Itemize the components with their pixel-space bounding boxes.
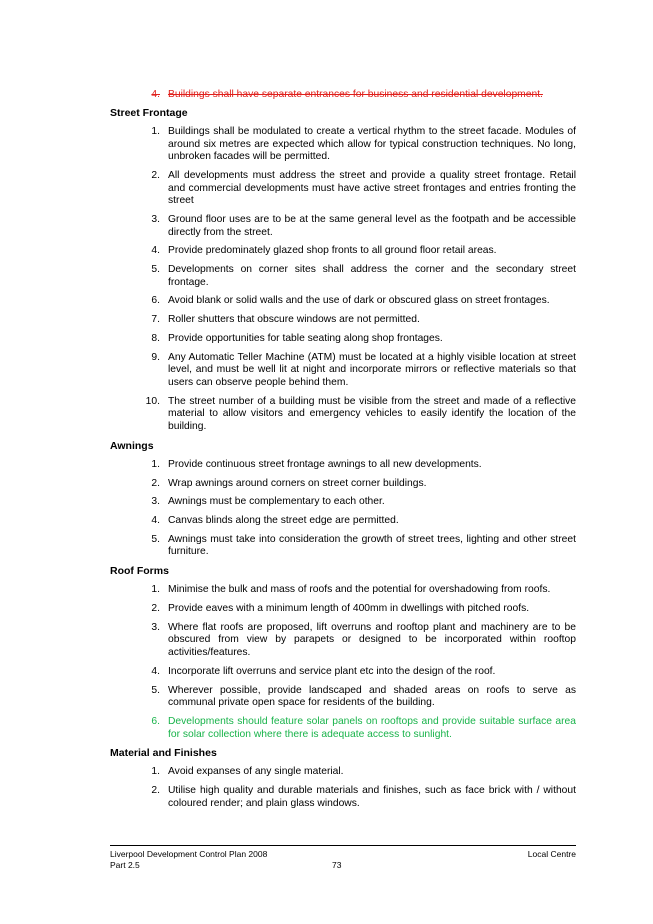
list-item xyxy=(110,245,576,258)
list-item xyxy=(110,314,576,327)
item-text: Wrap awnings around corners on street corner buildings. xyxy=(168,477,427,489)
sections-container xyxy=(110,107,576,810)
footer-section-name: Local Centre xyxy=(527,849,576,859)
item-number: 4. xyxy=(151,245,160,257)
numbered-list xyxy=(110,459,576,559)
page-footer xyxy=(110,845,576,871)
list-item xyxy=(110,396,576,434)
item-text: Canvas blinds along the street edge are permitted. xyxy=(168,515,399,527)
numbered-list xyxy=(110,126,576,434)
item-number: 2. xyxy=(151,169,160,181)
item-text: Provide eaves with a minimum length of 400mm in dwellings with pitched roofs. xyxy=(168,603,530,615)
item-number: 4. xyxy=(151,515,160,527)
list-item xyxy=(110,716,576,741)
list-item xyxy=(110,170,576,208)
item-text: All developments must address the street and provide a quality street frontage. Retail and commercial developments must have active street frontages and entries fronting the street xyxy=(168,169,576,207)
document-body xyxy=(110,88,576,816)
numbered-list xyxy=(110,584,576,741)
list-item xyxy=(110,534,576,559)
section-heading: Roof Forms xyxy=(110,565,169,578)
list-item xyxy=(110,126,576,164)
footer-part: Part 2.5 xyxy=(110,860,140,870)
item-text: Provide opportunities for table seating along shop frontages. xyxy=(168,333,443,345)
list-item xyxy=(110,584,576,597)
item-text: Developments on corner sites shall address the corner and the secondary street frontage. xyxy=(168,264,576,288)
list-item xyxy=(110,295,576,308)
list-item xyxy=(110,459,576,472)
list-item xyxy=(110,666,576,679)
item-number: 1. xyxy=(151,126,160,137)
item-number: 6. xyxy=(151,295,160,307)
item-number: 8. xyxy=(151,333,160,345)
list-item xyxy=(110,622,576,660)
item-text: Roller shutters that obscure windows are not permitted. xyxy=(168,314,420,326)
item-number: 4. xyxy=(151,665,160,677)
item-number: 1. xyxy=(151,458,160,470)
item-number: 1. xyxy=(151,584,160,596)
item-number: 2. xyxy=(151,603,160,615)
item-number: 5. xyxy=(151,684,160,696)
item-text: Provide continuous street frontage awnings to all new developments. xyxy=(168,458,482,470)
item-text: The street number of a building must be visible from the street and made of a reflective material to allow visitors and emergency vehicles to easily identify the location of the building. xyxy=(168,395,576,432)
item-number: 4. xyxy=(151,89,160,100)
section-heading: Street Frontage xyxy=(110,107,188,119)
item-number: 5. xyxy=(151,533,160,545)
item-text: Minimise the bulk and mass of roofs and the potential for overshadowing from roofs. xyxy=(168,584,551,596)
numbered-list xyxy=(110,766,576,810)
item-text: Buildings shall be modulated to create a vertical rhythm to the street facade. Modules of around six metres are expected which allow for typical construction techniques. No long, unbroken facades will be permitted. xyxy=(168,126,576,163)
item-number: 6. xyxy=(151,715,160,727)
item-number: 10. xyxy=(145,395,160,407)
item-text: Buildings shall have separate entrances for business and residential development. xyxy=(168,89,543,100)
list-item xyxy=(110,685,576,710)
item-text: Awnings must take into consideration the growth of street trees, lighting and other street furniture. xyxy=(168,533,576,558)
item-text: Provide predominately glazed shop fronts to all ground floor retail areas. xyxy=(168,245,497,257)
item-text: Where flat roofs are proposed, lift overruns and rooftop plant and machinery are to be obscured from view by parapets or designed to be incorporated within rooftop activities/features. xyxy=(168,621,576,658)
item-text: Any Automatic Teller Machine (ATM) must be located at a highly visible location at street level, and must be well lit at night and incorporate mirrors or reflective materials so that users can observe people behind them. xyxy=(168,351,576,388)
list-item xyxy=(110,496,576,509)
item-text: Incorporate lift overruns and service plant etc into the design of the roof. xyxy=(168,665,496,677)
list-item xyxy=(110,785,576,810)
item-number: 5. xyxy=(151,264,160,276)
item-number: 2. xyxy=(151,477,160,489)
section-heading: Awnings xyxy=(110,439,154,452)
list-item xyxy=(110,603,576,616)
item-number: 3. xyxy=(151,496,160,508)
item-text: Avoid expanses of any single material. xyxy=(168,766,344,778)
list-item xyxy=(110,214,576,239)
item-text: Wherever possible, provide landscaped and shaded areas on roofs to serve as communal private open space for residents of the building. xyxy=(168,684,576,709)
page-number: 73 xyxy=(332,860,342,870)
item-number: 2. xyxy=(151,785,160,797)
item-number: 9. xyxy=(151,351,160,363)
list-item xyxy=(110,264,576,289)
deleted-item xyxy=(110,88,576,101)
item-text: Avoid blank or solid walls and the use of dark or obscured glass on street frontages. xyxy=(168,295,550,307)
item-number: 7. xyxy=(151,314,160,326)
item-number: 1. xyxy=(151,766,160,778)
item-number: 3. xyxy=(151,621,160,633)
item-text: Awnings must be complementary to each other. xyxy=(168,496,385,508)
footer-document-title: Liverpool Development Control Plan 2008 xyxy=(110,849,268,859)
list-item xyxy=(110,333,576,346)
item-number: 3. xyxy=(151,213,160,225)
list-item xyxy=(110,478,576,491)
list-item xyxy=(110,766,576,779)
section-heading: Material and Finishes xyxy=(110,747,217,760)
item-text: Ground floor uses are to be at the same general level as the footpath and be accessible directly from the street. xyxy=(168,213,576,238)
item-text: Utilise high quality and durable materials and finishes, such as face brick with / without coloured render; and plain glass windows. xyxy=(168,785,576,809)
list-item xyxy=(110,515,576,528)
list-item xyxy=(110,352,576,390)
item-text: Developments should feature solar panels on rooftops and provide suitable surface area for solar collection where there is adequate access to sunlight. xyxy=(168,715,576,740)
